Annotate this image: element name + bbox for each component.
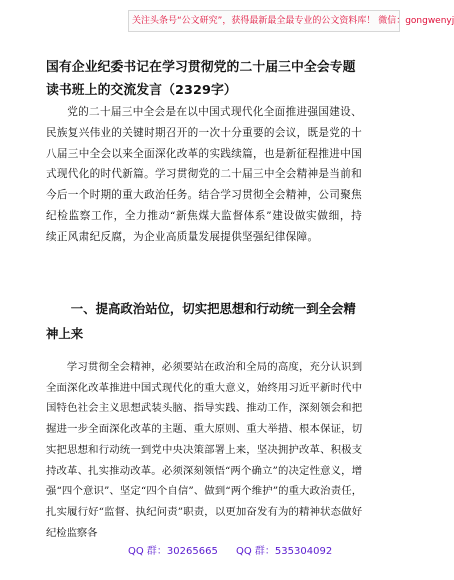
section-heading: 一、提高政治站位，切实把思想和行动统一到全会精神上来 (46, 301, 356, 341)
footer-qq-group-1: QQ 群：30265665 (128, 546, 218, 557)
footer-qq-group-2: QQ 群：535304092 (236, 546, 333, 557)
page-title: 国有企业纪委书记在学习贯彻党的二十届三中全会专题读书班上的交流发言（2329字） (46, 60, 356, 98)
section-paragraph: 学习贯彻全会精神，必须要站在政治和全局的高度，充分认识到全面深化改革推进中国式现代化的重大意义，始终用习近平新时代中国特色社会主义思想武装头脑、指导实践、推动工作，深刻领会和把握进一步全面深化改革的主题、重大原则、重大举措、根本保证，切实把思想和行动统一到党中央决策部署上来，坚决拥护改革、积极支持改革、扎实推动改革。必须深刻领悟“两个确立”的决定性意义，增强“四个意识”、坚定“四个自信”、做到“两个维护”的重大政治责任，扎实履行好“监督、执纪问责”职责，以更加奋发有为的精神状态做好纪检监察各 (46, 361, 362, 539)
intro-paragraph: 党的二十届三中全会是在以中国式现代化全面推进强国建设、民族复兴伟业的关键时期召开的一次十分重要的会议，既是党的十八届三中全会以来全面深化改革的实践续篇，也是新征程推进中国式现代化的时代新篇。学习贯彻党的二十届三中全会精神是当前和今后一个时期的重大政治任务。结合学习贯彻全会精神，公司聚焦纪检监察工作，全力推动“新焦煤大监督体系”建设做实做细，持续正风肃纪反腐，为企业高质量发展提供坚强纪律保障。 (46, 106, 362, 243)
footer (0, 543, 408, 561)
promo-banner: 关注头条号“公文研究”，获得最新最全最专业的公文资料库！ 微信：gongwenyj (128, 10, 400, 32)
